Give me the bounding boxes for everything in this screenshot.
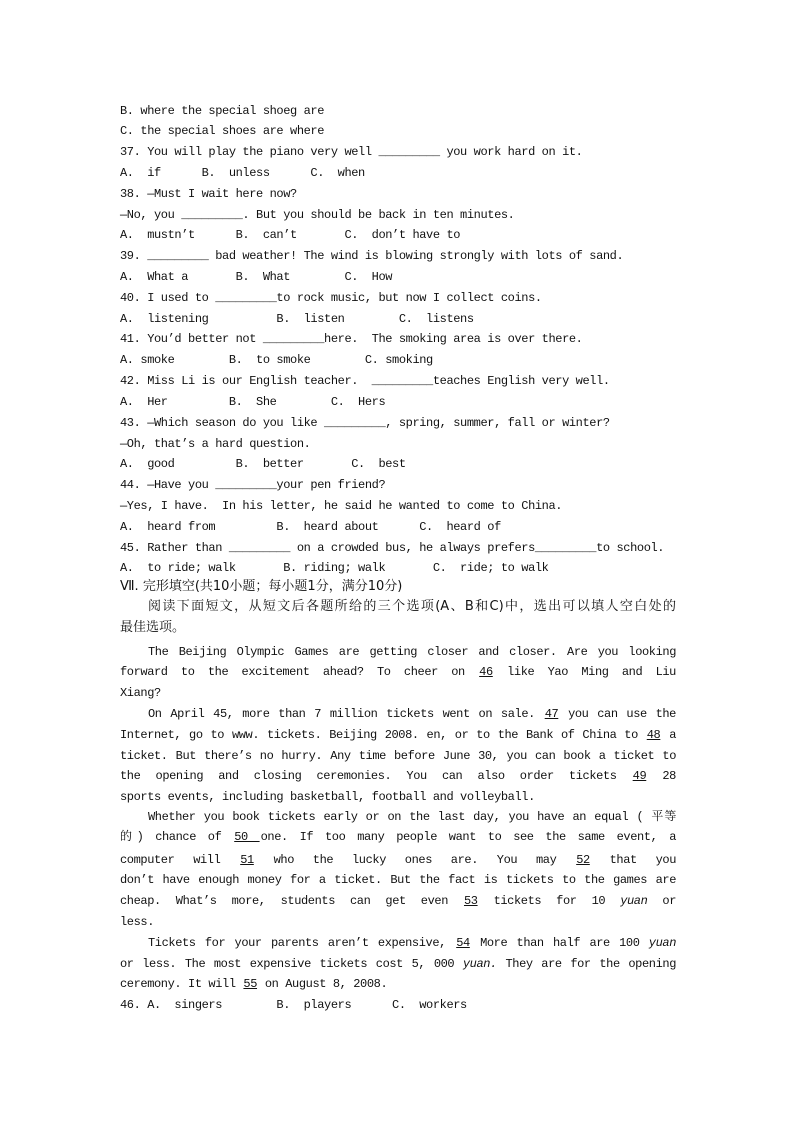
text-line	[120, 332, 676, 346]
text-line	[120, 228, 676, 242]
text-line	[120, 478, 676, 492]
text-segment: On April 45, more than 7 million tickets went on sale.	[148, 707, 544, 721]
text-segment: ticket. But there’s no hurry. Any time before June 30, you can book a ticket to	[120, 749, 676, 763]
blank-number: 48	[646, 728, 661, 742]
text-line	[120, 894, 676, 908]
text-segment: —No, you _________. But you should be back in ten minutes.	[120, 208, 515, 222]
text-segment: 阅读下面短文，从短文后各题所给的三个选项(A、B和C)中，选出可以填人空白处的	[148, 599, 676, 614]
text-segment: B. where the special shoeg are	[120, 104, 325, 118]
text-line	[120, 416, 676, 430]
text-segment: 42. Miss Li is our English teacher. _________teaches English very well.	[120, 374, 610, 388]
text-segment: or	[647, 894, 676, 908]
text-line	[120, 561, 676, 575]
text-segment: or less. The most expensive tickets cost 5, 000	[120, 957, 463, 971]
text-line	[120, 686, 676, 700]
text-segment: —Oh, that’s a hard question.	[120, 437, 311, 451]
text-segment: cheap. What’s more, students can get even	[120, 894, 463, 908]
blank-number: 52	[576, 853, 590, 867]
text-segment: Ⅶ. 完形填空(共10小题；每小题1分，满分10分)	[120, 579, 403, 594]
text-line	[120, 665, 676, 679]
text-segment: who the lucky ones are. You may	[254, 853, 576, 867]
text-line	[120, 499, 676, 513]
text-segment: A. heard from B. heard about C. heard of	[120, 520, 501, 534]
section-text-line	[148, 599, 676, 615]
text-segment: 最佳选项。	[120, 620, 186, 635]
text-line	[120, 977, 676, 991]
text-segment: A. if B. unless C. when	[120, 166, 365, 180]
italic-word: yuan	[648, 936, 677, 950]
italic-word: yuan	[620, 894, 648, 908]
text-segment: you can use the	[559, 707, 676, 721]
text-segment: 46. A. singers B. players C. workers	[120, 998, 467, 1012]
text-line	[120, 437, 676, 451]
text-line	[120, 520, 676, 534]
text-line	[120, 790, 676, 804]
text-segment: The Beijing Olympic Games are getting closer and closer. Are you looking	[148, 645, 676, 659]
text-line	[120, 374, 676, 388]
text-line	[120, 749, 676, 763]
text-segment: tickets for 10	[478, 894, 621, 908]
text-line	[120, 353, 676, 367]
text-line	[120, 249, 676, 263]
text-line	[120, 124, 676, 138]
blank-number: 54	[456, 936, 470, 950]
text-segment: A. good B. better C. best	[120, 457, 406, 471]
text-line	[120, 166, 676, 180]
text-segment: forward to the excitement ahead? To cheer on	[120, 665, 479, 679]
text-segment: don’t have enough money for a ticket. But the fact is tickets to the games are	[120, 873, 676, 887]
italic-word: yuan.	[462, 957, 497, 971]
text-segment: ceremony. It will	[120, 977, 243, 991]
text-segment: 41. You’d better not _________here. The smoking area is over there.	[120, 332, 583, 346]
text-line	[148, 936, 676, 950]
text-segment: 45. Rather than _________ on a crowded bus, he always prefers_________to school.	[120, 541, 665, 555]
text-segment: that you	[590, 853, 676, 867]
text-line	[120, 957, 676, 971]
text-segment: on August 8, 2008.	[258, 977, 388, 991]
blank-number: 50	[234, 830, 260, 844]
text-line	[120, 270, 676, 284]
text-line	[120, 873, 676, 887]
text-segment: Whether you book tickets early or on the last day, you have an equal ( 平等	[148, 810, 676, 824]
blank-number: 46	[479, 665, 493, 679]
text-line	[120, 395, 676, 409]
blank-number: 53	[463, 894, 478, 908]
blank-number: 47	[544, 707, 559, 721]
text-line	[120, 104, 676, 118]
text-segment: 的) chance of	[120, 830, 234, 844]
blank-number: 49	[632, 769, 647, 783]
text-segment: 44. —Have you _________your pen friend?	[120, 478, 386, 492]
text-segment: More than half are 100	[470, 936, 649, 950]
text-line	[120, 312, 676, 326]
text-segment: A. Her B. She C. Hers	[120, 395, 386, 409]
text-segment: sports events, including basketball, football and volleyball.	[120, 790, 535, 804]
text-line	[120, 187, 676, 201]
text-segment: —Yes, I have. In his letter, he said he wanted to come to China.	[120, 499, 563, 513]
text-segment: A. smoke B. to smoke C. smoking	[120, 353, 433, 367]
text-line	[120, 457, 676, 471]
text-segment: Xiang?	[120, 686, 161, 700]
text-segment: one. If too many people want to see the same event, a	[260, 830, 677, 844]
text-segment: less.	[120, 915, 155, 929]
text-segment: A. mustn’t B. can’t C. don’t have to	[120, 228, 461, 242]
text-segment: 40. I used to _________to rock music, but now I collect coins.	[120, 291, 542, 305]
text-segment: A. listening B. listen C. listens	[120, 312, 474, 326]
text-segment: computer will	[120, 853, 240, 867]
text-segment: the opening and closing ceremonies. You can also order tickets	[120, 769, 632, 783]
text-segment: Internet, go to www. tickets. Beijing 2008. en, or to the Bank of China to	[120, 728, 646, 742]
text-segment: Tickets for your parents aren’t expensive,	[148, 936, 456, 950]
blank-number: 55	[243, 977, 258, 991]
text-segment: 28	[647, 769, 676, 783]
text-line	[120, 208, 676, 222]
text-segment: 43. —Which season do you like _________, spring, summer, fall or winter?	[120, 416, 610, 430]
text-line	[120, 998, 676, 1012]
text-segment: 37. You will play the piano very well _________ you work hard on it.	[120, 145, 583, 159]
text-line	[120, 853, 676, 867]
text-segment: a	[661, 728, 676, 742]
text-line	[148, 645, 676, 659]
text-line	[120, 728, 676, 742]
text-segment: like Yao Ming and Liu	[493, 665, 676, 679]
text-line	[120, 145, 676, 159]
text-line	[120, 769, 676, 783]
text-line	[120, 915, 676, 929]
text-line	[148, 707, 676, 721]
text-segment: 38. —Must I wait here now?	[120, 187, 297, 201]
text-segment: A. What a B. What C. How	[120, 270, 393, 284]
text-line	[120, 541, 676, 555]
blank-number: 51	[240, 853, 254, 867]
text-line	[148, 810, 676, 824]
text-line	[120, 830, 676, 844]
text-segment: C. the special shoes are where	[120, 124, 325, 138]
section-text-line	[120, 620, 676, 636]
text-segment: A. to ride; walk B. riding; walk C. ride; to walk	[120, 561, 549, 575]
section-text-line	[120, 579, 676, 595]
text-segment: 39. _________ bad weather! The wind is blowing strongly with lots of sand.	[120, 249, 624, 263]
text-segment: They are for the opening	[496, 957, 676, 971]
text-line	[120, 291, 676, 305]
